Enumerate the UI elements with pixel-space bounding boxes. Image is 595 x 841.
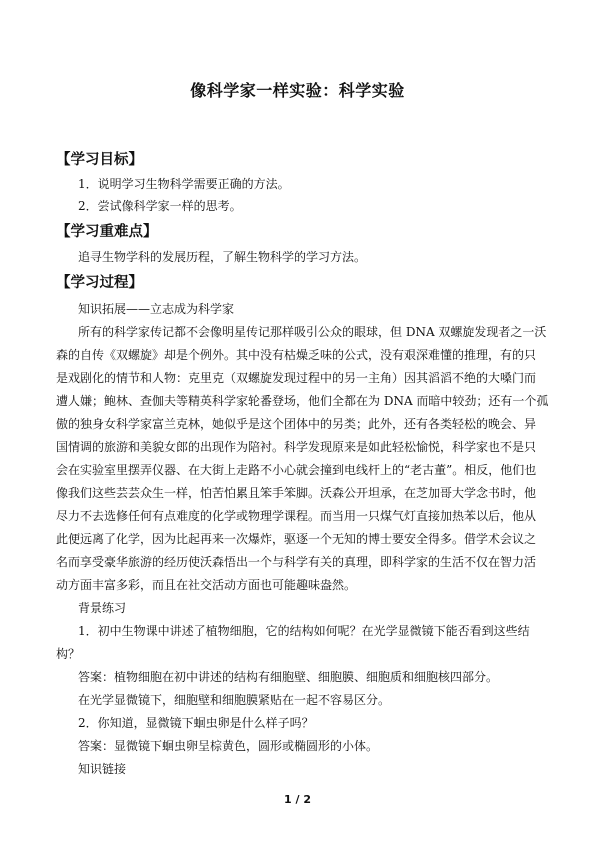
goals-heading: 【学习目标】 bbox=[56, 152, 143, 168]
paragraph-line: 会在实验室里摆弄仪器、在大街上走路不小心就会撞到电线杆上的“老古董”。相反，他们也 bbox=[56, 463, 537, 477]
paragraph-line: 傲的独身女科学家富兰克林，她似乎是这个团体中的另类；此外，还有各类轻松的晚会、异 bbox=[56, 417, 537, 431]
paragraph-line: 森的自传《双螺旋》却是个例外。其中没有枯燥乏味的公式，没有艰深难懂的推理，有的只 bbox=[56, 348, 537, 362]
page-number: 1 / 2 bbox=[284, 793, 311, 806]
paragraph-line: 遭人嫌；鲍林、查伽夫等精英科学家轮番登场，他们全都在为 DNA 而暗中较劲；还有一个孤 bbox=[56, 394, 549, 408]
goal-item-2: 2．尝试像科学家一样的思考。 bbox=[78, 199, 242, 213]
paragraph-line: 所有的科学家传记都不会像明星传记那样吸引公众的眼球，但 DNA 双螺旋发现者之一沃 bbox=[78, 325, 547, 339]
answer-1-line-1: 答案：植物细胞在初中讲述的结构有细胞壁、细胞膜、细胞质和细胞核四部分。 bbox=[78, 670, 499, 684]
process-heading: 【学习过程】 bbox=[56, 275, 143, 291]
paragraph-line: 此便远离了化学，因为比起再来一次爆炸，驱逐一个无知的博士要安全得多。借学术会议之 bbox=[56, 532, 537, 546]
practice-label: 背景练习 bbox=[78, 601, 127, 615]
goal-item-1: 1．说明学习生物科学需要正确的方法。 bbox=[78, 177, 290, 191]
paragraph-line: 国情调的旅游和美貌女郎的出现作为陪衬。科学发现原来是如此轻松愉悦，科学家也不是只 bbox=[56, 440, 537, 454]
knowledge-link-label: 知识链接 bbox=[78, 762, 127, 776]
question-2: 2．你知道，显微镜下蛔虫卵是什么样子吗？ bbox=[78, 716, 314, 730]
page-title: 像科学家一样实验：科学实验 bbox=[190, 81, 405, 100]
paragraph-line: 像我们这些芸芸众生一样，怕苦怕累且笨手笨脚。沃森公开坦承，在芝加哥大学念书时，他 bbox=[56, 486, 537, 500]
paragraph-line: 动方面丰富多彩，而且在社交活动方面也可能趣味盎然。 bbox=[56, 578, 357, 592]
question-1-line-2: 构？ bbox=[56, 647, 81, 661]
paragraph-line: 尽力不去选修任何有点难度的化学或物理学课程。而当用一只煤气灯直接加热苯以后，他从 bbox=[56, 509, 537, 523]
key-points-heading: 【学习重难点】 bbox=[56, 224, 158, 240]
key-points-text: 追寻生物学科的发展历程，了解生物科学的学习方法。 bbox=[78, 250, 367, 264]
question-1-line-1: 1．初中生物课中讲述了植物细胞，它的结构如何呢？在光学显微镜下能否看到这些结 bbox=[78, 624, 530, 638]
answer-1-line-2: 在光学显微镜下，细胞壁和细胞膜紧贴在一起不容易区分。 bbox=[78, 693, 391, 707]
paragraph-line: 名而享受豪华旅游的经历使沃森悟出一个与科学有关的真理，即科学家的生活不仅在智力活 bbox=[56, 555, 537, 569]
process-subtitle: 知识拓展——立志成为科学家 bbox=[78, 302, 235, 316]
answer-2: 答案：显微镜下蛔虫卵呈棕黄色，圆形或椭圆形的小体。 bbox=[78, 739, 379, 753]
paragraph-line: 是戏剧化的情节和人物：克里克（双螺旋发现过程中的另一主角）因其滔滔不绝的大嗓门而 bbox=[56, 371, 537, 385]
